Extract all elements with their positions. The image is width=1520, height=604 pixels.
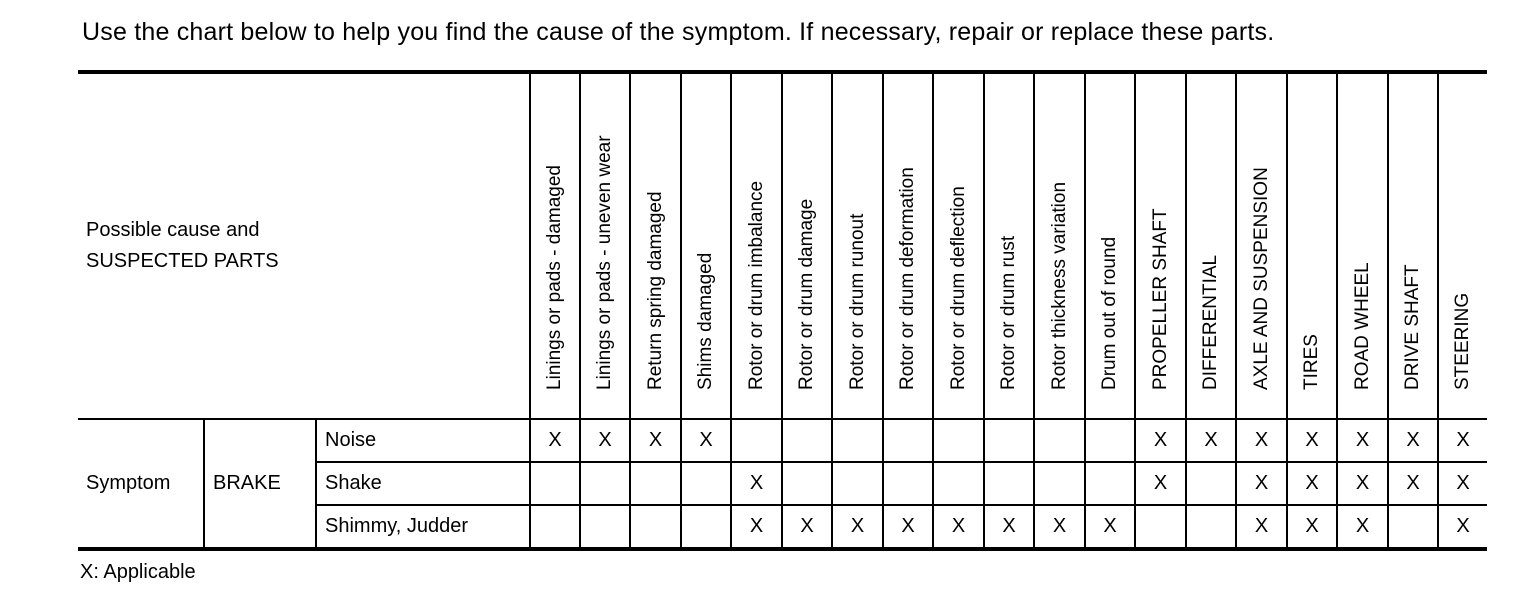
column-header-label: Rotor or drum rust xyxy=(998,235,1019,390)
table-row xyxy=(78,420,1487,462)
table-cell: X xyxy=(1135,420,1186,462)
table-cell xyxy=(832,462,883,505)
table-cell xyxy=(984,420,1034,462)
column-header xyxy=(782,74,832,419)
table-cell: X xyxy=(731,462,782,505)
column-header xyxy=(883,74,933,419)
table-cell xyxy=(782,462,832,505)
column-header xyxy=(1388,74,1438,419)
column-header-label: Linings or pads - uneven wear xyxy=(594,135,615,390)
table-cell xyxy=(984,462,1034,505)
table-cell: X xyxy=(1438,420,1487,462)
table-cell xyxy=(530,462,580,505)
corner-label-line1: Possible cause and xyxy=(86,219,260,241)
table-cell: X xyxy=(782,505,832,549)
row-label: Noise xyxy=(316,420,530,462)
column-header-label: Rotor or drum damage xyxy=(796,198,817,390)
column-header-label: Return spring damaged xyxy=(644,191,666,390)
table-cell xyxy=(1135,505,1186,549)
table-cell: X xyxy=(1287,505,1337,549)
table-cell xyxy=(580,505,630,549)
column-header-label: ROAD WHEEL xyxy=(1351,262,1373,390)
table-cell: X xyxy=(1337,505,1388,549)
column-header xyxy=(681,74,731,419)
column-header-label: DRIVE SHAFT xyxy=(1402,264,1423,390)
table-cell: X xyxy=(1388,462,1438,505)
column-header-label: Linings or pads - damaged xyxy=(544,165,565,390)
column-header xyxy=(933,74,984,419)
column-header-label: Rotor or drum runout xyxy=(846,213,868,390)
table-cell xyxy=(933,462,984,505)
table-cell: X xyxy=(1236,420,1287,462)
table-cell: X xyxy=(530,420,580,462)
table-cell: X xyxy=(1236,462,1287,505)
column-header xyxy=(580,74,630,419)
table-cell: X xyxy=(1438,505,1487,549)
column-header-label: DIFFERENTIAL xyxy=(1200,254,1221,390)
table-cell xyxy=(1085,462,1135,505)
column-header xyxy=(530,74,580,419)
column-header xyxy=(1085,74,1135,419)
column-header-label: Rotor or drum imbalance xyxy=(745,180,767,390)
table-cell xyxy=(530,505,580,549)
table-cell xyxy=(883,462,933,505)
column-header xyxy=(1337,74,1388,419)
header-row xyxy=(78,74,1487,419)
column-header xyxy=(1135,74,1186,419)
corner-label xyxy=(78,74,530,419)
table-cell: X xyxy=(1388,420,1438,462)
column-header-label: PROPELLER SHAFT xyxy=(1149,208,1171,390)
table-cell xyxy=(832,420,883,462)
table-cell: X xyxy=(1287,420,1337,462)
table-cell: X xyxy=(1438,462,1487,505)
table-cell: X xyxy=(731,505,782,549)
column-header xyxy=(832,74,883,419)
table-cell: X xyxy=(984,505,1034,549)
table-cell xyxy=(1388,505,1438,549)
table-cell xyxy=(630,505,681,549)
table-cell: X xyxy=(1034,505,1085,549)
diagnosis-chart xyxy=(78,70,1487,551)
table-cell: X xyxy=(580,420,630,462)
column-header xyxy=(1438,74,1487,419)
column-header xyxy=(630,74,681,419)
symptom-label: Symptom xyxy=(86,472,171,494)
table-cell xyxy=(630,462,681,505)
table-cell: X xyxy=(1337,462,1388,505)
chart-instructions: Use the chart below to help you find the cause of the symptom. If necessary, repair or replace these parts. xyxy=(82,18,1275,46)
column-header-label: Drum out of round xyxy=(1099,236,1120,390)
table-cell: X xyxy=(681,420,731,462)
column-header xyxy=(1034,74,1085,419)
table-cell xyxy=(1085,420,1135,462)
system-label: BRAKE xyxy=(204,420,316,549)
table-cell: X xyxy=(883,505,933,549)
table-cell xyxy=(883,420,933,462)
table-cell xyxy=(681,505,731,549)
column-header-label: TIRES xyxy=(1301,334,1322,390)
column-header-label: STEERING xyxy=(1452,292,1473,390)
footnote: X: Applicable xyxy=(80,561,196,583)
row-label: Shake xyxy=(316,462,530,505)
table-cell: X xyxy=(630,420,681,462)
column-header xyxy=(1287,74,1337,419)
row-label: Shimmy, Judder xyxy=(316,505,530,549)
column-header xyxy=(1236,74,1287,419)
column-header-label: Shims damaged xyxy=(695,252,716,390)
column-header-label: Rotor or drum deformation xyxy=(897,167,918,390)
table-cell: X xyxy=(1186,420,1236,462)
column-header-label: Rotor or drum deflection xyxy=(947,186,969,390)
column-header xyxy=(1186,74,1236,419)
corner-label-line2: SUSPECTED PARTS xyxy=(86,250,279,272)
table-cell: X xyxy=(1337,420,1388,462)
table-cell xyxy=(1186,462,1236,505)
table-cell xyxy=(681,462,731,505)
column-header-label: Rotor thickness variation xyxy=(1048,181,1070,390)
column-header xyxy=(731,74,782,419)
table-cell: X xyxy=(1085,505,1135,549)
table-cell xyxy=(1034,462,1085,505)
table-cell xyxy=(782,420,832,462)
table-cell: X xyxy=(1135,462,1186,505)
column-header-label: AXLE AND SUSPENSION xyxy=(1250,167,1272,390)
table-cell: X xyxy=(1236,505,1287,549)
table-cell: X xyxy=(933,505,984,549)
table-cell xyxy=(1034,420,1085,462)
table-cell: X xyxy=(1287,462,1337,505)
table-cell xyxy=(933,420,984,462)
table-cell xyxy=(580,462,630,505)
table-cell xyxy=(731,420,782,462)
table-cell xyxy=(1186,505,1236,549)
column-header xyxy=(984,74,1034,419)
table-cell: X xyxy=(832,505,883,549)
